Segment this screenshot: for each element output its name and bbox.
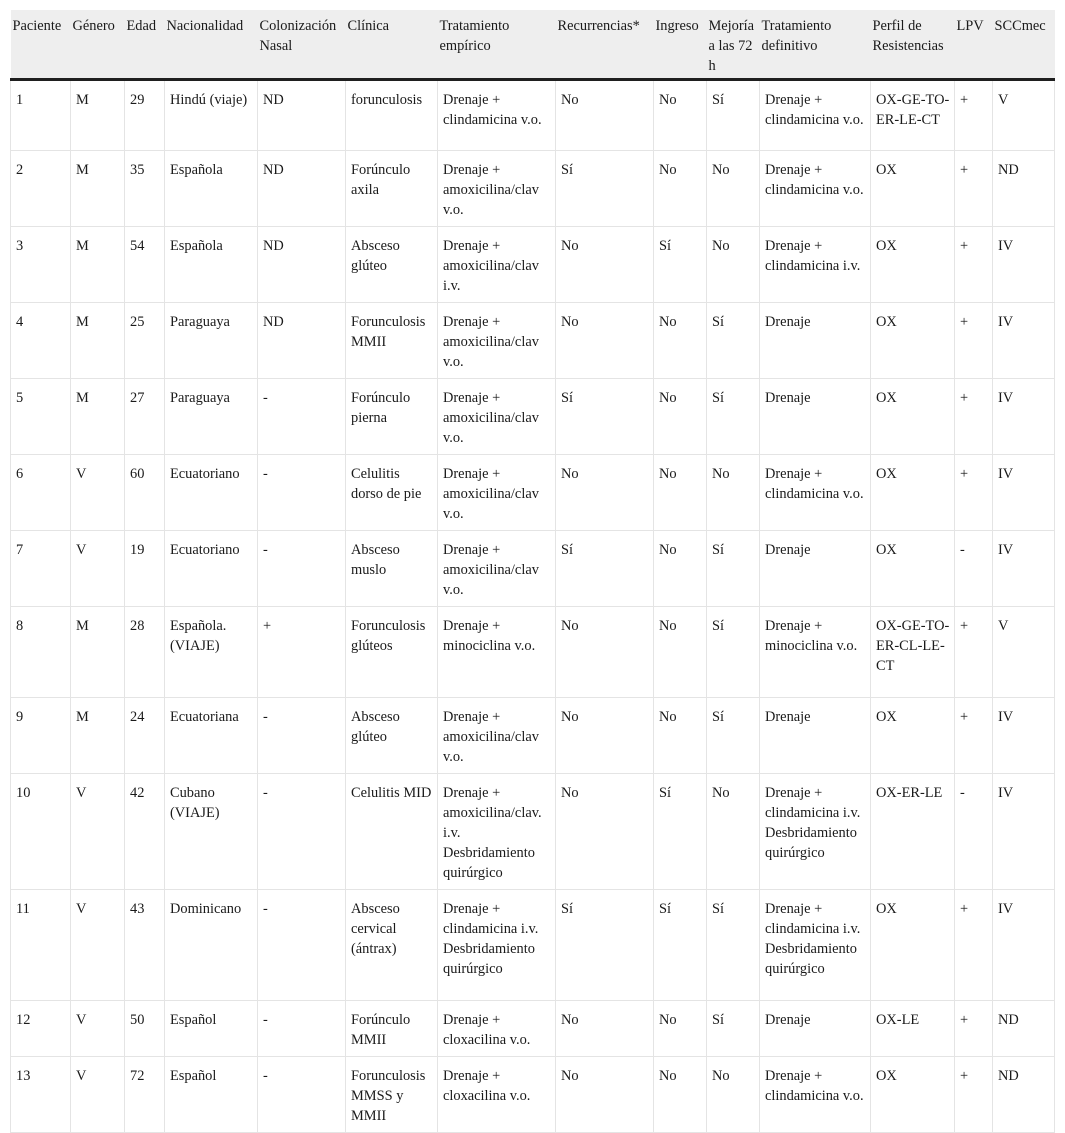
table-cell: Drenaje + minociclina v.o. <box>760 607 871 698</box>
table-cell: Drenaje + amoxicilina/clav v.o. <box>438 151 556 227</box>
column-header: Paciente <box>11 10 71 80</box>
table-cell: ND <box>993 1001 1055 1057</box>
table-cell: 19 <box>125 531 165 607</box>
table-cell: No <box>556 607 654 698</box>
table-cell: - <box>955 774 993 890</box>
table-cell: 60 <box>125 455 165 531</box>
table-cell: OX-LE <box>871 1001 955 1057</box>
table-cell: + <box>955 303 993 379</box>
column-header: Perfil de Resistencias <box>871 10 955 80</box>
table-row <box>11 890 1055 1001</box>
table-cell: No <box>556 1057 654 1133</box>
table-cell: + <box>258 607 346 698</box>
table-cell: No <box>556 1001 654 1057</box>
table-cell: Forunculosis MMSS y MMII <box>346 1057 438 1133</box>
table-cell: Drenaje + clindamicina i.v. Desbridamiento quirúrgico <box>438 890 556 1001</box>
table-cell: OX <box>871 698 955 774</box>
table-row <box>11 151 1055 227</box>
table-cell: No <box>654 531 707 607</box>
table-cell: IV <box>993 890 1055 1001</box>
table-cell: Sí <box>707 303 760 379</box>
table-cell: Drenaje <box>760 303 871 379</box>
table-cell: No <box>654 1001 707 1057</box>
table-cell: Ecuatoriana <box>165 698 258 774</box>
table-cell: Forúnculo axila <box>346 151 438 227</box>
table-cell: OX <box>871 303 955 379</box>
table-cell: 1 <box>11 80 71 151</box>
table-cell: 28 <box>125 607 165 698</box>
table-cell: + <box>955 455 993 531</box>
table-cell: 10 <box>11 774 71 890</box>
column-header: Ingreso <box>654 10 707 80</box>
table-cell: Forúnculo pierna <box>346 379 438 455</box>
table-cell: 5 <box>11 379 71 455</box>
table-cell: Drenaje + cloxacilina v.o. <box>438 1057 556 1133</box>
table-cell: - <box>258 698 346 774</box>
table-cell: No <box>654 151 707 227</box>
table-cell: Drenaje <box>760 379 871 455</box>
table-cell: Drenaje <box>760 1001 871 1057</box>
table-cell: 54 <box>125 227 165 303</box>
table-row <box>11 303 1055 379</box>
column-header: Edad <box>125 10 165 80</box>
table-row <box>11 698 1055 774</box>
table-cell: Celulitis dorso de pie <box>346 455 438 531</box>
table-cell: IV <box>993 455 1055 531</box>
table-cell: 50 <box>125 1001 165 1057</box>
table-cell: No <box>707 774 760 890</box>
column-header: Género <box>71 10 125 80</box>
table-cell: V <box>71 890 125 1001</box>
table-cell: Ecuatoriano <box>165 531 258 607</box>
table-cell: + <box>955 1001 993 1057</box>
table-cell: - <box>258 1057 346 1133</box>
table-cell: Paraguaya <box>165 303 258 379</box>
table-cell: 27 <box>125 379 165 455</box>
table-row <box>11 455 1055 531</box>
table-cell: Española <box>165 151 258 227</box>
table-row <box>11 80 1055 151</box>
table-cell: Drenaje + clindamicina i.v. <box>760 227 871 303</box>
table-cell: 11 <box>11 890 71 1001</box>
table-cell: Drenaje + clindamicina v.o. <box>760 80 871 151</box>
table-cell: OX <box>871 1057 955 1133</box>
table-cell: Sí <box>707 1001 760 1057</box>
table-cell: Drenaje + amoxicilina/clav. i.v. Desbridamiento quirúrgico <box>438 774 556 890</box>
table-cell: No <box>654 698 707 774</box>
table-cell: OX-GE-TO-ER-CL-LE-CT <box>871 607 955 698</box>
table-cell: IV <box>993 774 1055 890</box>
table-row <box>11 531 1055 607</box>
table-row <box>11 774 1055 890</box>
table-cell: V <box>993 607 1055 698</box>
table-cell: Cubano (VIAJE) <box>165 774 258 890</box>
table-cell: Celulitis MID <box>346 774 438 890</box>
table-cell: 3 <box>11 227 71 303</box>
table-cell: - <box>258 379 346 455</box>
table-cell: Drenaje + clindamicina v.o. <box>438 80 556 151</box>
table-cell: 7 <box>11 531 71 607</box>
table-cell: No <box>654 607 707 698</box>
table-cell: Drenaje + clindamicina v.o. <box>760 455 871 531</box>
table-cell: Drenaje + amoxicilina/clav v.o. <box>438 455 556 531</box>
table-cell: - <box>955 531 993 607</box>
table-cell: IV <box>993 227 1055 303</box>
table-cell: + <box>955 607 993 698</box>
table-cell: + <box>955 151 993 227</box>
table-cell: Español <box>165 1001 258 1057</box>
table-cell: M <box>71 80 125 151</box>
table-body <box>11 80 1055 1133</box>
table-cell: Sí <box>556 379 654 455</box>
table-cell: No <box>556 303 654 379</box>
table-cell: Drenaje + amoxicilina/clav v.o. <box>438 698 556 774</box>
table-cell: No <box>707 151 760 227</box>
table-cell: Drenaje <box>760 698 871 774</box>
column-header: Clínica <box>346 10 438 80</box>
table-cell: Absceso glúteo <box>346 227 438 303</box>
table-cell: Forunculosis glúteos <box>346 607 438 698</box>
patients-table <box>10 10 1055 1133</box>
table-row <box>11 227 1055 303</box>
table-cell: + <box>955 1057 993 1133</box>
table-cell: M <box>71 151 125 227</box>
table-cell: Español <box>165 1057 258 1133</box>
table-cell: No <box>654 379 707 455</box>
table-cell: ND <box>993 1057 1055 1133</box>
table-cell: No <box>707 455 760 531</box>
table-row <box>11 1057 1055 1133</box>
table-cell: OX <box>871 455 955 531</box>
table-cell: V <box>71 455 125 531</box>
table-cell: Paraguaya <box>165 379 258 455</box>
table-cell: Drenaje + amoxicilina/clav i.v. <box>438 227 556 303</box>
table-cell: forunculosis <box>346 80 438 151</box>
table-cell: - <box>258 774 346 890</box>
table-cell: 6 <box>11 455 71 531</box>
table-cell: Absceso cervical (ántrax) <box>346 890 438 1001</box>
table-cell: Forunculosis MMII <box>346 303 438 379</box>
table-cell: + <box>955 698 993 774</box>
table-cell: No <box>654 80 707 151</box>
table-cell: Sí <box>707 80 760 151</box>
column-header: SCCmec <box>993 10 1055 80</box>
table-cell: No <box>556 227 654 303</box>
table-cell: OX <box>871 379 955 455</box>
table-cell: Sí <box>654 774 707 890</box>
column-header: LPV <box>955 10 993 80</box>
table-cell: 2 <box>11 151 71 227</box>
table-cell: 4 <box>11 303 71 379</box>
table-cell: ND <box>258 303 346 379</box>
table-cell: V <box>993 80 1055 151</box>
table-cell: IV <box>993 379 1055 455</box>
table-cell: Dominicano <box>165 890 258 1001</box>
table-cell: 35 <box>125 151 165 227</box>
column-header: Mejoría a las 72 h <box>707 10 760 80</box>
table-cell: 8 <box>11 607 71 698</box>
table-cell: Drenaje + amoxicilina/clav v.o. <box>438 379 556 455</box>
table-cell: M <box>71 303 125 379</box>
column-header: Tratamiento definitivo <box>760 10 871 80</box>
table-cell: No <box>556 455 654 531</box>
table-cell: M <box>71 607 125 698</box>
table-cell: Española <box>165 227 258 303</box>
table-header <box>11 10 1055 80</box>
table-cell: Sí <box>654 890 707 1001</box>
table-cell: Sí <box>654 227 707 303</box>
column-header: Nacionalidad <box>165 10 258 80</box>
table-row <box>11 607 1055 698</box>
table-cell: 24 <box>125 698 165 774</box>
table-cell: Drenaje + minociclina v.o. <box>438 607 556 698</box>
table-cell: 43 <box>125 890 165 1001</box>
table-cell: Sí <box>707 698 760 774</box>
table-cell: No <box>556 774 654 890</box>
table-cell: Sí <box>707 531 760 607</box>
table-cell: Drenaje <box>760 531 871 607</box>
table-cell: Hindú (viaje) <box>165 80 258 151</box>
table-cell: OX <box>871 227 955 303</box>
table-cell: 72 <box>125 1057 165 1133</box>
table-cell: - <box>258 1001 346 1057</box>
table-cell: Sí <box>707 890 760 1001</box>
table-cell: Drenaje + amoxicilina/clav v.o. <box>438 531 556 607</box>
table-cell: Drenaje + clindamicina v.o. <box>760 151 871 227</box>
table-cell: + <box>955 227 993 303</box>
table-cell: 9 <box>11 698 71 774</box>
table-cell: No <box>654 455 707 531</box>
header-row <box>11 10 1055 80</box>
table-cell: OX <box>871 151 955 227</box>
table-cell: 42 <box>125 774 165 890</box>
table-cell: OX-GE-TO-ER-LE-CT <box>871 80 955 151</box>
table-cell: Drenaje + cloxacilina v.o. <box>438 1001 556 1057</box>
table-cell: Absceso glúteo <box>346 698 438 774</box>
table-cell: Española. (VIAJE) <box>165 607 258 698</box>
table-cell: IV <box>993 531 1055 607</box>
table-cell: - <box>258 455 346 531</box>
table-cell: 29 <box>125 80 165 151</box>
table-cell: OX <box>871 890 955 1001</box>
table-cell: Drenaje + clindamicina v.o. <box>760 1057 871 1133</box>
column-header: Recurrencias* <box>556 10 654 80</box>
table-container <box>10 10 1054 1124</box>
table-cell: ND <box>258 80 346 151</box>
table-cell: Drenaje + amoxicilina/clav v.o. <box>438 303 556 379</box>
table-cell: - <box>258 531 346 607</box>
table-cell: ND <box>993 151 1055 227</box>
table-cell: Sí <box>707 379 760 455</box>
table-cell: Drenaje + clindamicina i.v. Desbridamiento quirúrgico <box>760 890 871 1001</box>
table-cell: 13 <box>11 1057 71 1133</box>
table-row <box>11 379 1055 455</box>
table-cell: Forúnculo MMII <box>346 1001 438 1057</box>
table-row <box>11 1001 1055 1057</box>
table-cell: Sí <box>556 531 654 607</box>
table-cell: Sí <box>556 890 654 1001</box>
table-cell: + <box>955 379 993 455</box>
column-header: Colonización Nasal <box>258 10 346 80</box>
table-cell: Ecuatoriano <box>165 455 258 531</box>
table-cell: OX <box>871 531 955 607</box>
table-cell: No <box>654 1057 707 1133</box>
table-cell: No <box>556 698 654 774</box>
table-cell: No <box>707 227 760 303</box>
table-cell: Drenaje + clindamicina i.v. Desbridamiento quirúrgico <box>760 774 871 890</box>
table-cell: ND <box>258 227 346 303</box>
table-cell: M <box>71 698 125 774</box>
table-cell: + <box>955 890 993 1001</box>
table-cell: No <box>556 80 654 151</box>
table-cell: M <box>71 227 125 303</box>
table-cell: ND <box>258 151 346 227</box>
table-cell: Sí <box>707 607 760 698</box>
table-cell: M <box>71 379 125 455</box>
table-cell: - <box>258 890 346 1001</box>
table-cell: 12 <box>11 1001 71 1057</box>
table-cell: V <box>71 1001 125 1057</box>
table-cell: Absceso muslo <box>346 531 438 607</box>
table-cell: Sí <box>556 151 654 227</box>
table-cell: + <box>955 80 993 151</box>
table-cell: IV <box>993 303 1055 379</box>
table-cell: IV <box>993 698 1055 774</box>
table-cell: 25 <box>125 303 165 379</box>
table-cell: V <box>71 1057 125 1133</box>
table-cell: OX-ER-LE <box>871 774 955 890</box>
table-cell: V <box>71 531 125 607</box>
table-cell: No <box>654 303 707 379</box>
table-cell: V <box>71 774 125 890</box>
column-header: Tratamiento empírico <box>438 10 556 80</box>
table-cell: No <box>707 1057 760 1133</box>
